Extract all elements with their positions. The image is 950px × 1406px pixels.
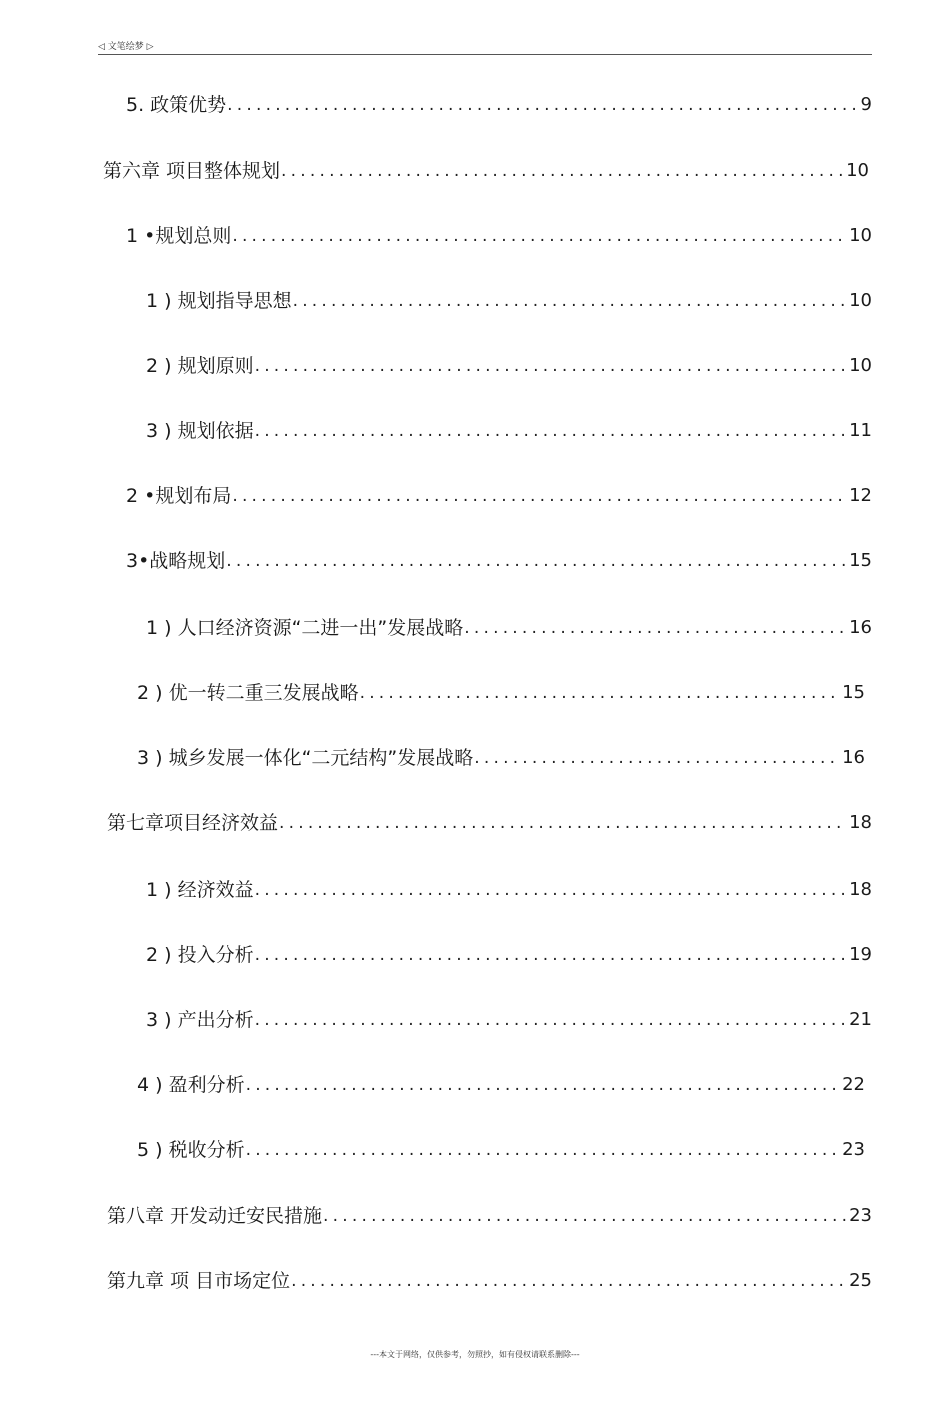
toc-dot-leader	[255, 353, 847, 379]
toc-entry-page: 10	[849, 225, 872, 246]
toc-entry-title: 1 •规划总则	[126, 225, 232, 247]
toc-entry-page: 12	[849, 485, 872, 506]
toc-dot-leader	[293, 288, 847, 314]
toc-dot-leader	[464, 615, 846, 641]
toc-entry-page: 25	[849, 1270, 872, 1291]
toc-entry[interactable]	[137, 678, 865, 706]
toc-dot-leader	[246, 1072, 840, 1098]
toc-entry-title: 5. 政策优势	[126, 94, 227, 116]
toc-entry-page: 15	[849, 550, 872, 571]
toc-dot-leader	[255, 418, 847, 444]
toc-entry-page: 16	[849, 617, 872, 638]
toc-entry[interactable]	[137, 743, 865, 771]
toc-entry-title: 2 •规划布局	[126, 485, 232, 507]
toc-entry-title: 3 ) 城乡发展一体化“二元结构”发展战略	[137, 747, 474, 769]
toc-entry[interactable]	[126, 221, 872, 249]
page-header: ◁ 文笔绘梦 ▷	[98, 42, 154, 52]
toc-entry[interactable]	[146, 416, 872, 444]
toc-entry-page: 23	[849, 1205, 872, 1226]
toc-entry-page: 19	[849, 944, 872, 965]
toc-entry-title: 4 ) 盈利分析	[137, 1074, 245, 1096]
toc-dot-leader	[279, 810, 846, 836]
toc-entry[interactable]	[126, 481, 872, 509]
toc-entry[interactable]	[146, 940, 872, 968]
toc-entry-page: 23	[842, 1139, 865, 1160]
toc-dot-leader	[226, 548, 846, 574]
toc-entry-page: 10	[849, 355, 872, 376]
toc-dot-leader	[255, 1007, 847, 1033]
toc-entry[interactable]	[137, 1070, 865, 1098]
toc-entry-title: 2 ) 投入分析	[146, 944, 254, 966]
toc-dot-leader	[360, 680, 840, 706]
toc-entry[interactable]	[103, 156, 869, 184]
toc-entry[interactable]	[126, 90, 872, 118]
toc-entry-page: 10	[849, 290, 872, 311]
toc-dot-leader	[291, 1268, 846, 1294]
toc-entry-title: 1 ) 人口经济资源“二进一出”发展战略	[146, 617, 464, 639]
toc-dot-leader	[232, 483, 846, 509]
toc-dot-leader	[232, 223, 846, 249]
toc-entry-title: 1 ) 经济效益	[146, 879, 254, 901]
toc-entry-page: 16	[842, 747, 865, 768]
toc-entry-title: 2 ) 规划原则	[146, 355, 254, 377]
toc-entry[interactable]	[107, 1266, 872, 1294]
toc-entry-page: 15	[842, 682, 865, 703]
toc-entry[interactable]	[146, 286, 872, 314]
toc-entry[interactable]	[146, 1005, 872, 1033]
header-divider	[98, 54, 872, 55]
toc-dot-leader	[323, 1203, 846, 1229]
toc-entry[interactable]	[107, 1201, 872, 1229]
toc-entry-title: 2 ) 优一转二重三发展战略	[137, 682, 359, 704]
toc-entry-page: 22	[842, 1074, 865, 1095]
toc-entry-title: 5 ) 税收分析	[137, 1139, 245, 1161]
toc-entry-title: 1 ) 规划指导思想	[146, 290, 292, 312]
toc-entry-title: 第六章 项目整体规划	[103, 160, 281, 182]
toc-entry-title: 第八章 开发动迁安民措施	[107, 1205, 323, 1227]
toc-entry-page: 18	[849, 879, 872, 900]
toc-dot-leader	[281, 158, 843, 184]
toc-entry-title: 第九章 项 目市场定位	[107, 1270, 291, 1292]
toc-dot-leader	[246, 1137, 840, 1163]
toc-entry-page: 10	[846, 160, 869, 181]
toc-entry[interactable]	[137, 1135, 865, 1163]
toc-dot-leader	[255, 942, 847, 968]
toc-entry[interactable]	[146, 875, 872, 903]
toc-entry[interactable]	[146, 613, 872, 641]
toc-dot-leader	[255, 877, 847, 903]
toc-entry-page: 18	[849, 812, 872, 833]
toc-entry-title: 第七章项目经济效益	[107, 812, 279, 834]
toc-entry[interactable]	[146, 351, 872, 379]
toc-entry-page: 9	[860, 94, 872, 115]
toc-entry[interactable]	[107, 808, 872, 836]
toc-entry-title: 3 ) 规划依据	[146, 420, 254, 442]
toc-entry-title: 3 ) 产出分析	[146, 1009, 254, 1031]
page-footer-disclaimer: ---本文于网络，仅供参考，勿照抄，如有侵权请联系删除---	[370, 1350, 580, 1359]
toc-entry-page: 11	[849, 420, 872, 441]
toc-dot-leader	[474, 745, 839, 771]
toc-entry[interactable]	[126, 546, 872, 574]
toc-entry-title: 3•战略规划	[126, 550, 226, 572]
toc-dot-leader	[227, 92, 857, 118]
toc-entry-page: 21	[849, 1009, 872, 1030]
